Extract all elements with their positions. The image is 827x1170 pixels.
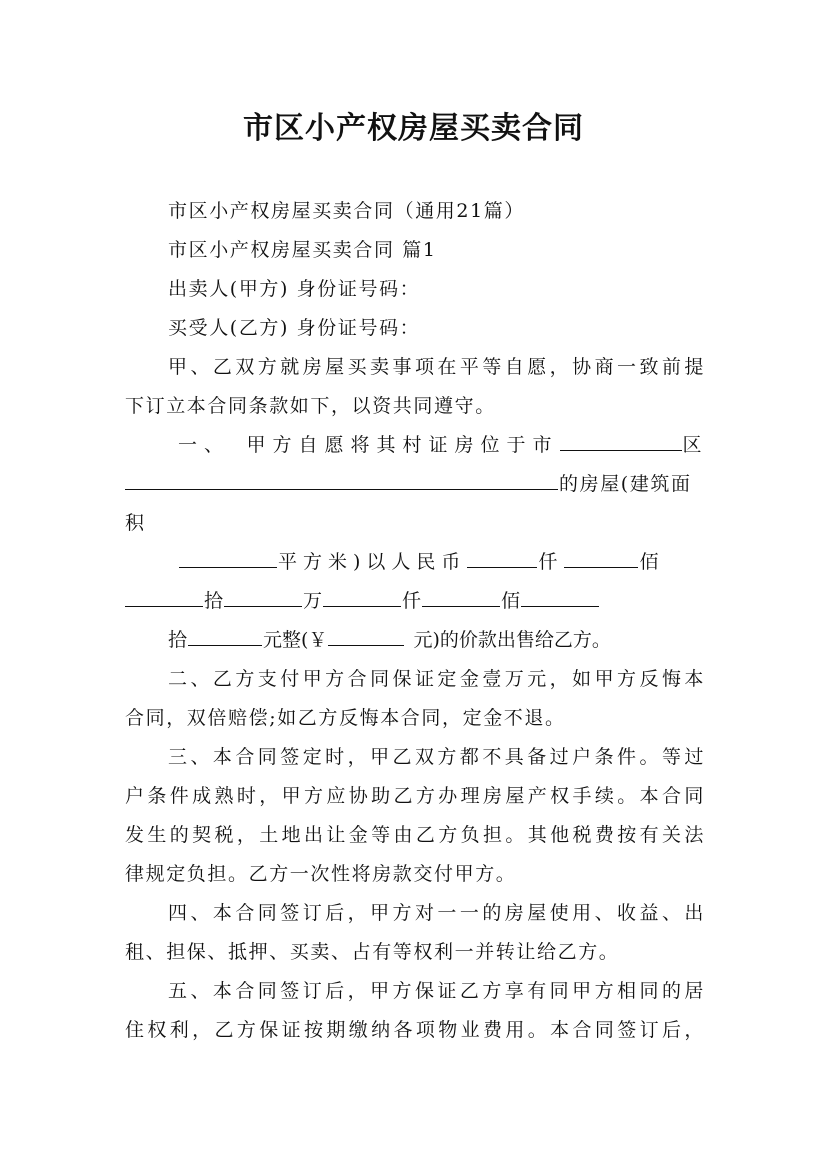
amount-blank — [564, 545, 638, 568]
unit-text: 拾 — [204, 590, 224, 612]
amount-blank — [323, 584, 401, 607]
clause-1-text: 一、 甲方自愿将其村证房位于市 — [178, 434, 559, 456]
unit-text: 仟 — [538, 551, 564, 573]
document-title: 市区小产权房屋买卖合同 — [243, 111, 584, 146]
section-heading: 市区小产权房屋买卖合同 篇1 — [168, 239, 437, 261]
clause-1-text: 的房屋(建筑面 — [559, 473, 692, 495]
amount-blank — [125, 584, 203, 607]
unit-text: 仟 — [402, 590, 422, 612]
amount-blank — [422, 584, 500, 607]
clause-1-line — [178, 543, 705, 581]
clause-1-line — [168, 621, 705, 659]
unit-text: 万 — [303, 590, 323, 612]
unit-text: 佰 — [639, 551, 665, 573]
clause-4-line: 租、担保、抵押、买卖、占有等权利一并转让给乙方。 — [125, 941, 620, 963]
seller-label: 出卖人(甲方) 身份证号码： — [168, 278, 421, 300]
clause-3-line: 户条件成熟时，甲方应协助乙方办理房屋产权手续。本合同 — [125, 785, 705, 807]
clause-1-text: 积 — [125, 512, 146, 534]
intro-paragraph-line: 下订立本合同条款如下，以资共同遵守。 — [125, 395, 496, 417]
address-blank — [125, 467, 558, 490]
amount-blank — [467, 545, 537, 568]
clause-5-line: 住权利，乙方保证按期缴纳各项物业费用。本合同签订后， — [125, 1019, 705, 1041]
unit-text: 佰 — [501, 590, 521, 612]
clause-1-text: 元整(￥ — [263, 629, 328, 651]
clause-5-line: 五、本合同签订后，甲方保证乙方享有同甲方相同的居 — [168, 980, 705, 1002]
amount-blank — [521, 584, 599, 607]
intro-paragraph-line: 甲、乙双方就房屋买卖事项在平等自愿，协商一致前提 — [168, 356, 705, 378]
unit-text: 拾 — [168, 629, 188, 651]
document-subtitle: 市区小产权房屋买卖合同（通用21篇） — [168, 200, 525, 222]
clause-1-line — [178, 426, 705, 464]
clause-3-line: 律规定负担。乙方一次性将房款交付甲方。 — [125, 863, 517, 885]
clause-1-text: 平方米)以人民币 — [278, 551, 467, 573]
clause-1-line — [125, 582, 705, 620]
amount-blank — [188, 623, 262, 646]
clause-3-line: 发生的契税，土地出让金等由乙方负担。其他税费按有关法 — [125, 824, 705, 846]
clause-4-line: 四、本合同签订后，甲方对一一的房屋使用、收益、出 — [168, 902, 705, 924]
area-blank — [179, 545, 277, 568]
clause-1-text: 元)的价款出售给乙方。 — [413, 629, 611, 651]
amount-blank — [224, 584, 302, 607]
clause-2-line: 合同，双倍赔偿;如乙方反悔本合同，定金不退。 — [125, 707, 566, 729]
clause-3-line: 三、本合同签定时，甲乙双方都不具备过户条件。等过 — [168, 746, 705, 768]
buyer-label: 买受人(乙方) 身份证号码： — [168, 317, 421, 339]
city-blank — [560, 428, 682, 451]
clause-1-text: 区 — [682, 434, 704, 456]
clause-1-line — [125, 465, 705, 503]
amount-figure-blank — [328, 623, 404, 646]
clause-2-line: 二、乙方支付甲方合同保证定金壹万元，如甲方反悔本 — [168, 668, 705, 690]
